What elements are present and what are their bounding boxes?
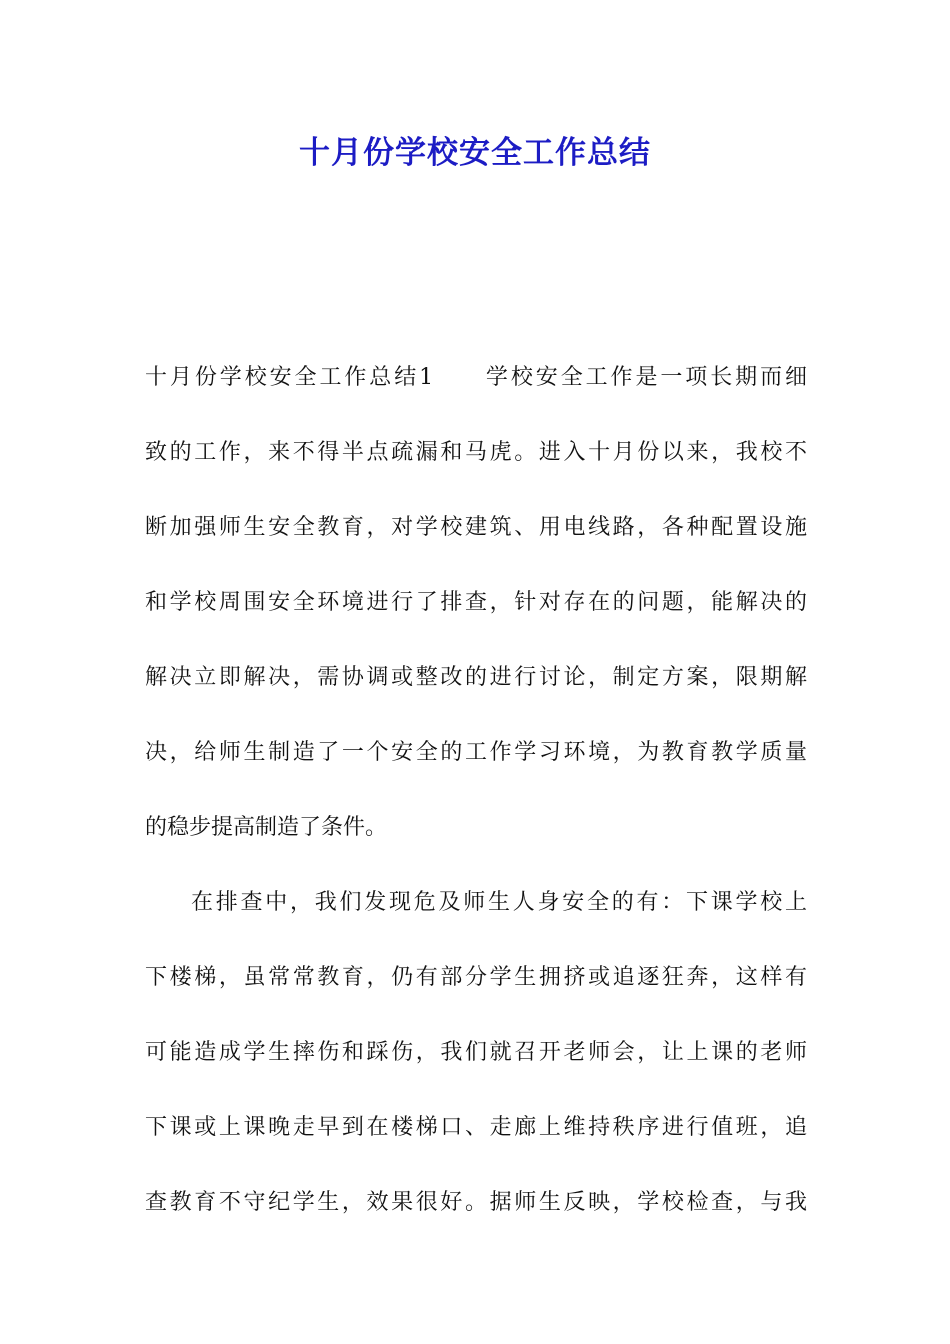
document-body <box>145 340 807 1240</box>
paragraph-line: 下课或上课晚走早到在楼梯口、走廊上维持秩序进行值班，追 <box>145 1115 807 1140</box>
paragraph-line: 的稳步提高制造了条件。 <box>145 815 388 840</box>
paragraph-1 <box>145 340 807 865</box>
paragraph-line: 决，给师生制造了一个安全的工作学习环境，为教育教学质量 <box>145 740 807 765</box>
paragraph-line: 解决立即解决，需协调或整改的进行讨论，制定方案，限期解 <box>145 665 807 690</box>
paragraph-line: 查教育不守纪学生，效果很好。据师生反映，学校检查，与我 <box>145 1190 807 1215</box>
paragraph-line: 十月份学校安全工作总结1 学校安全工作是一项长期而细 <box>145 365 807 390</box>
paragraph-line: 断加强师生安全教育，对学校建筑、用电线路，各种配置设施 <box>145 515 807 540</box>
paragraph-line: 可能造成学生摔伤和踩伤，我们就召开老师会，让上课的老师 <box>145 1040 807 1065</box>
paragraph-line: 和学校周围安全环境进行了排查，针对存在的问题，能解决的 <box>145 590 807 615</box>
paragraph-line: 在排查中，我们发现危及师生人身安全的有：下课学校上 <box>191 890 807 915</box>
paragraph-line: 下楼梯，虽常常教育，仍有部分学生拥挤或追逐狂奔，这样有 <box>145 965 807 990</box>
paragraph-2 <box>145 865 807 1240</box>
paragraph-line: 致的工作，来不得半点疏漏和马虎。进入十月份以来，我校不 <box>145 440 807 465</box>
document-title: 十月份学校安全工作总结 <box>299 135 651 171</box>
